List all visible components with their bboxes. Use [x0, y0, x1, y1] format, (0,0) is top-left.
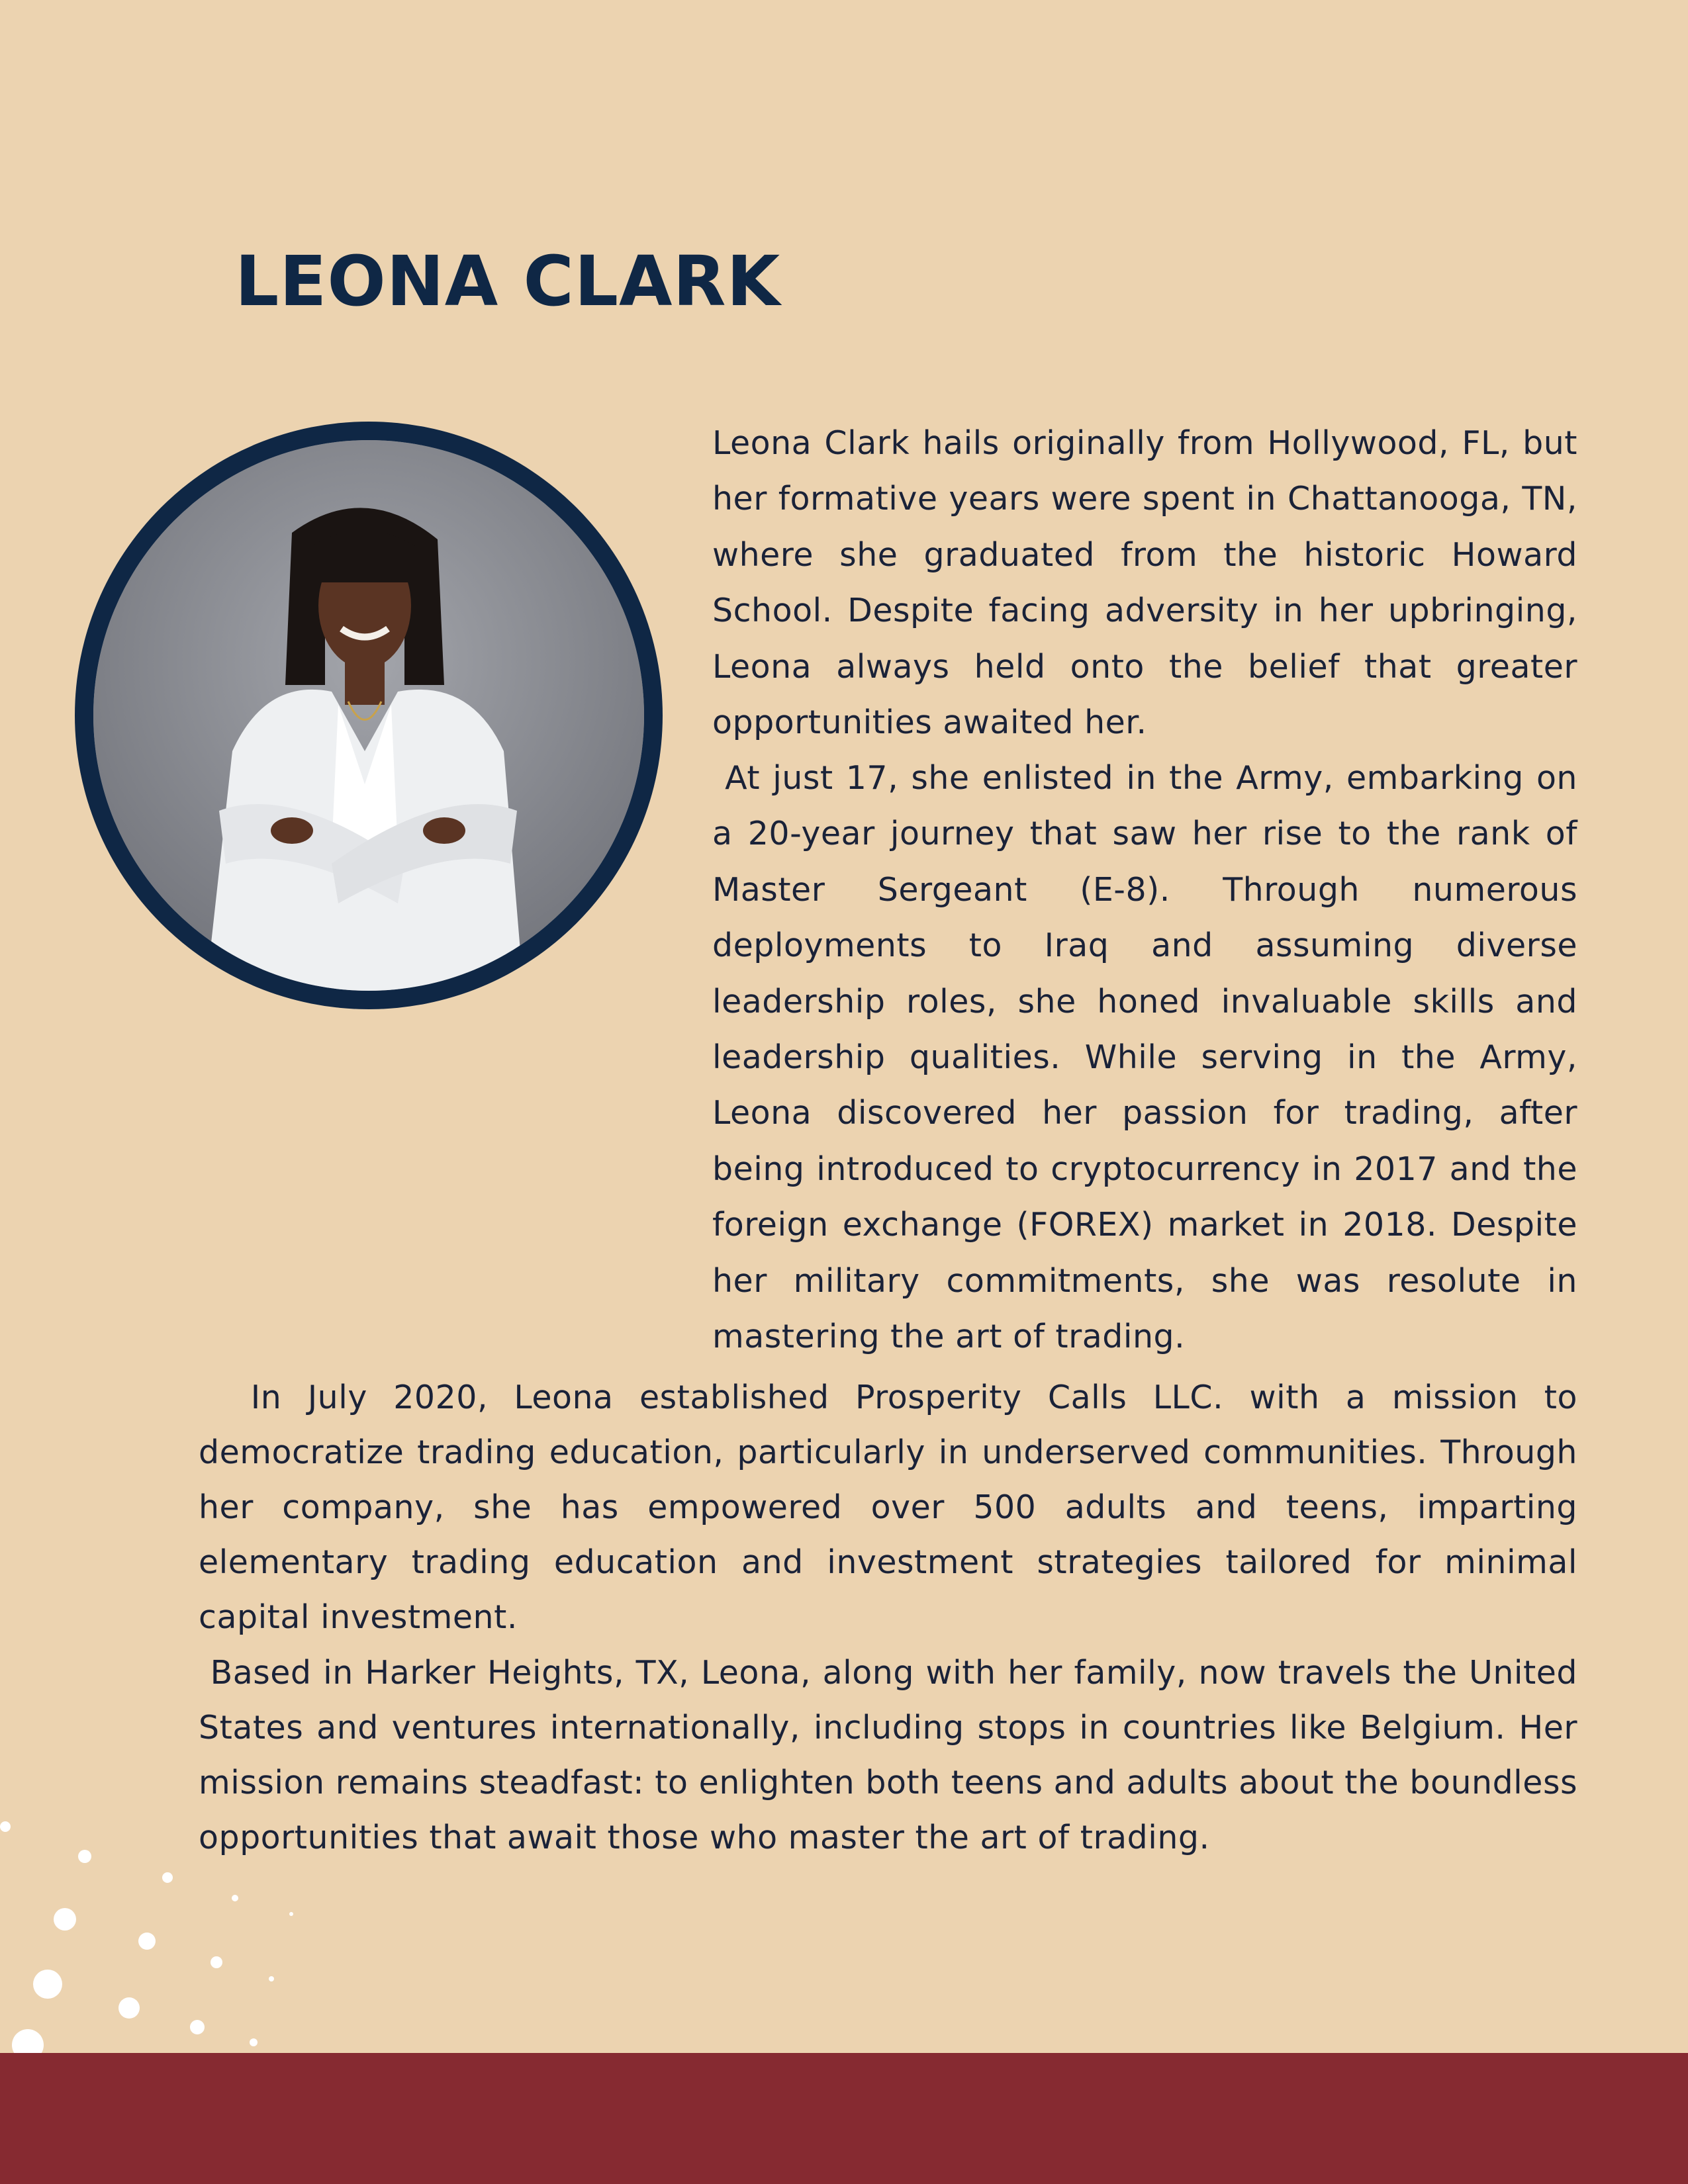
- decorative-dots-icon: [0, 1800, 318, 2078]
- bio-paragraph-army: At just 17, she enlisted in the Army, embarking on a 20-year journey that saw her rise to the rank of Master Sergeant (E-8). Through numerous deployments to Iraq and assuming diverse leadership roles, she honed invaluable skills and leadership qualities. While serving in the Army, Leona discovered her passion for trading, after being introduced to cryptocurrency in 2017 and the foreign exchange (FOREX) market in 2018. Despite her military commitments, she was resolute in mastering the art of trading.: [712, 759, 1577, 1356]
- bio-paragraph-mission: Based in Harker Heights, TX, Leona, along with her family, now travels the United States and ventures internationally, including stops in countries like Belgium. Her mission remains steadfast: to enlighten both teens and adults about the boundless opportunities that await those who master the art of trading.: [199, 1654, 1577, 1856]
- footer-band: [0, 2053, 1688, 2184]
- portrait-frame: [75, 422, 663, 1009]
- bio-paragraph-origins: Leona Clark hails originally from Hollywood, FL, but her formative years were spent in Chattanooga, TN, where she graduated from the historic Howard School. Despite facing adversity in her upbringing, Leona always held onto the belief that greater opportunities awaited her.: [712, 424, 1577, 742]
- person-photo-icon: [93, 440, 644, 991]
- page-title: LEONA CLARK: [235, 241, 781, 322]
- bio-paragraph-company: In July 2020, Leona established Prosperity Calls LLC. with a mission to democratize trading education, particularly in underserved communities. Through her company, she has empowered over 500 adults and teens, imparting elementary trading education and investment strategies tailored for minimal capital investment.: [199, 1379, 1577, 1636]
- portrait-photo: [93, 440, 644, 991]
